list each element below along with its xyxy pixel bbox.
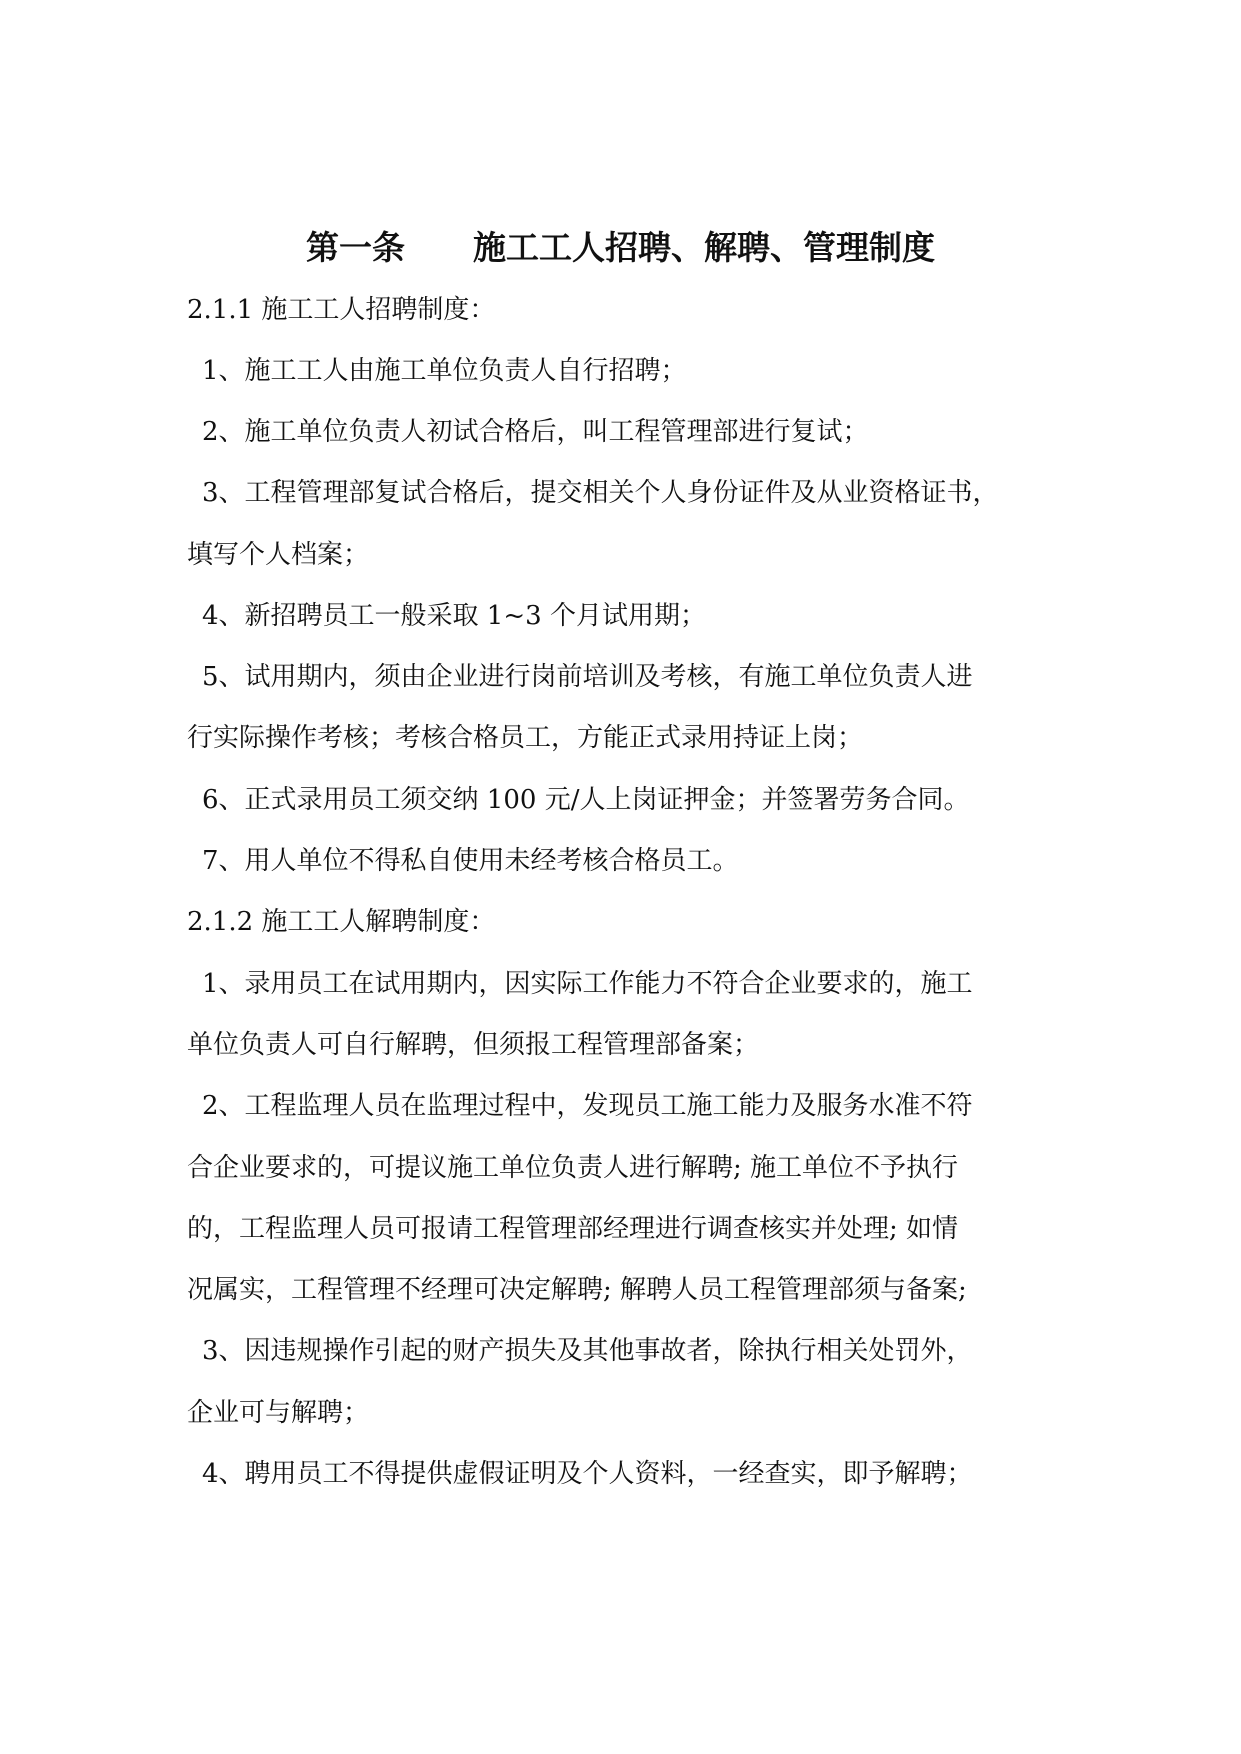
section-heading-recruitment: 2.1.1 施工工人招聘制度： [187, 295, 496, 325]
paragraph-line: 4、新招聘员工一般采取 1~3 个月试用期； [202, 601, 706, 631]
paragraph-line: 3、因违规操作引起的财产损失及其他事故者，除执行相关处罚外， [202, 1336, 973, 1366]
paragraph-line: 2、施工单位负责人初试合格后，叫工程管理部进行复试； [202, 417, 869, 447]
paragraph-line: 况属实，工程管理不经理可决定解聘; 解聘人员工程管理部须与备案; [187, 1275, 967, 1305]
article-title [0, 224, 1241, 272]
paragraph-line: 填写个人档案； [187, 540, 370, 570]
paragraph-line: 的，工程监理人员可报请工程管理部经理进行调查核实并处理; 如情 [187, 1214, 959, 1244]
paragraph-line: 4、聘用员工不得提供虚假证明及个人资料，一经查实，即予解聘； [202, 1459, 973, 1489]
paragraph-line: 1、录用员工在试用期内，因实际工作能力不符合企业要求的，施工 [202, 969, 973, 999]
article-heading: 施工工人招聘、解聘、管理制度 [473, 228, 935, 267]
section-heading-dismissal: 2.1.2 施工工人解聘制度： [187, 907, 496, 937]
paragraph-line: 6、正式录用员工须交纳 100 元/人上岗证押金；并签署劳务合同。 [202, 785, 970, 815]
paragraph-line: 单位负责人可自行解聘，但须报工程管理部备案； [187, 1030, 760, 1060]
paragraph-line: 行实际操作考核；考核合格员工，方能正式录用持证上岗； [187, 723, 864, 753]
article-number: 第一条 [306, 228, 405, 267]
paragraph-line: 1、施工工人由施工单位负责人自行招聘； [202, 356, 687, 386]
paragraph-line: 企业可与解聘； [187, 1398, 370, 1428]
paragraph-line: 3、工程管理部复试合格后，提交相关个人身份证件及从业资格证书， [202, 478, 999, 508]
paragraph-line: 2、工程监理人员在监理过程中，发现员工施工能力及服务水准不符 [202, 1091, 973, 1121]
paragraph-line: 合企业要求的，可提议施工单位负责人进行解聘; 施工单位不予执行 [187, 1153, 959, 1183]
paragraph-line: 7、用人单位不得私自使用未经考核合格员工。 [202, 846, 739, 876]
paragraph-line: 5、试用期内，须由企业进行岗前培训及考核，有施工单位负责人进 [202, 662, 973, 692]
